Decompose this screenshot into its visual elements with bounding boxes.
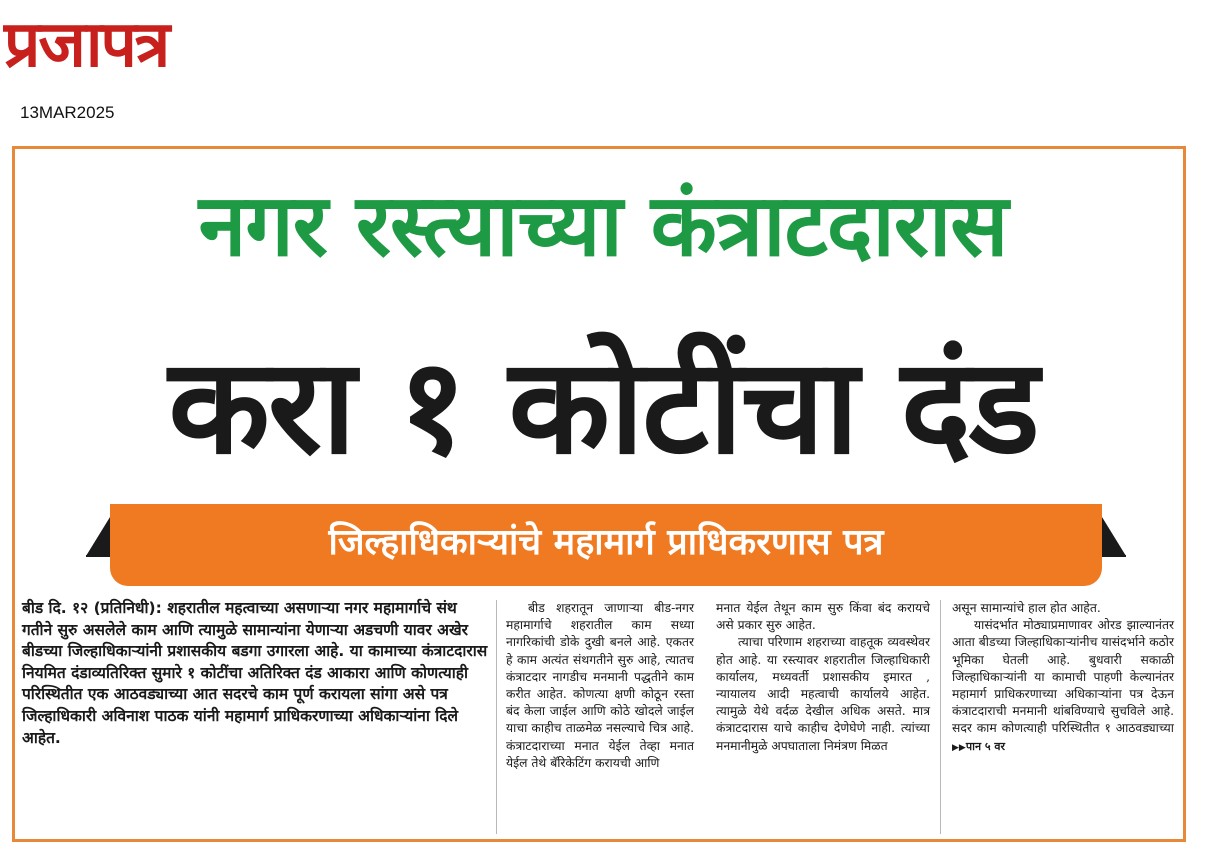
column-3-paragraph-2-text: यासंदर्भात मोठ्याप्रमाणावर ओरड झाल्यानंतर आता बीडच्या जिल्हाधिकाऱ्यांनीच यासंदर्भाने कठोर भूमिका घेतली आहे. बुधवारी सकाळी जिल्हाधिकाऱ्यांनी या कामाची पाहणी केल्यानंतर महामार्ग प्राधिकरणाच्या अधिकाऱ्यांना पत्र देऊन कंत्राटदाराची मनमानी थांबविण्याचे सुचविले आहे. सदर काम कोणत्याही परिस्थितीत १ आठवड्याच्या	[952, 618, 1174, 736]
lead-paragraph	[22, 598, 490, 749]
headline-line-2: करा १ कोटींचा दंड	[168, 330, 1038, 484]
column-2-paragraph-2: त्याचा परिणाम शहराच्या वाहतूक व्यवस्थेवर होत आहे. या रस्त्यावर शहरातील जिल्हाधिकारी कार्यालय, मध्यवर्ती प्रशासकीय इमारत , न्यायालय आदी महत्वाची कार्यालये आहेत. त्यामुळे येथे वर्दळ देखील अधिक असते. मात्र कंत्राटदारास याचे काहीच देणेघेणे नाही. त्यांच्या मनमानीमुळे अपघाताला निमंत्रण मिळत	[716, 635, 930, 753]
subheadline: जिल्हाधिकाऱ्यांचे महामार्ग प्राधिकरणास पत्र	[110, 504, 1102, 586]
dateline: बीड दि. १२ (प्रतिनिधी):	[22, 599, 162, 617]
column-2-paragraph-1: मनात येईल तेथून काम सुरु किंवा बंद करायचे असे प्रकार सुरु आहेत.	[716, 601, 930, 633]
publication-date: 13MAR2025	[20, 103, 115, 122]
column-divider	[940, 600, 941, 834]
body-column-3	[952, 600, 1174, 757]
continued-on-page[interactable]	[952, 740, 1005, 753]
body-column-1	[506, 600, 694, 772]
subheadline-ribbon	[86, 500, 1126, 590]
column-1-paragraph-1: बीड शहरातून जाणाऱ्या बीड-नगर महामार्गाचे शहरातील काम सध्या नागरिकांची डोके दुखी बनले आहे. एकतर हे काम अत्यंत संथगतीने सुरु आहे, त्यातच कंत्राटदार नागडीच मनमानी पद्धतीने काम करीत आहेत. कोणत्या क्षणी कोठून रस्ता बंद केला जाईल आणि कोठे खोदले जाईल याचा काहीच ताळमेळ नसल्याचे चित्र आहे. कंत्राटदाराच्या मनात येईल तेव्हा मनात येईल तेथे बॅरिकेटिंग करायची आणि	[506, 601, 694, 770]
column-divider	[496, 600, 497, 834]
masthead-logo: प्रजापत्र	[4, 8, 169, 82]
headline-line-1: नगर रस्त्याच्या कंत्राटदारास	[198, 176, 1008, 276]
body-column-2	[716, 600, 930, 755]
double-arrow-icon: ▶▶	[952, 742, 966, 753]
continued-label: पान ५ वर	[965, 739, 1006, 753]
column-3-paragraph-2	[952, 617, 1174, 757]
lead-text: शहरातील महत्वाच्या असणाऱ्या नगर महामार्गाचे संथ गतीने सुरु असलेले काम आणि त्यामुळे सामान्यांना येणाऱ्या अडचणी यावर अखेर बीडच्या जिल्हाधिकाऱ्यांनी प्रशासकीय बडगा उगारला आहे. या कामाच्या कंत्राटदारास नियमित दंडाव्यतिरिक्त सुमारे १ कोटींचा अतिरिक्त दंड आकारा आणि कोणत्याही परिस्थितीत एक आठवड्याच्या आत सदरचे काम पूर्ण करायला सांगा असे पत्र जिल्हाधिकारी अविनाश पाठक यांनी महामार्ग प्राधिकरणाच्या अधिकाऱ्यांना दिले आहेत.	[22, 599, 488, 747]
column-3-paragraph-1: असून सामान्यांचे हाल होत आहेत.	[952, 601, 1101, 615]
